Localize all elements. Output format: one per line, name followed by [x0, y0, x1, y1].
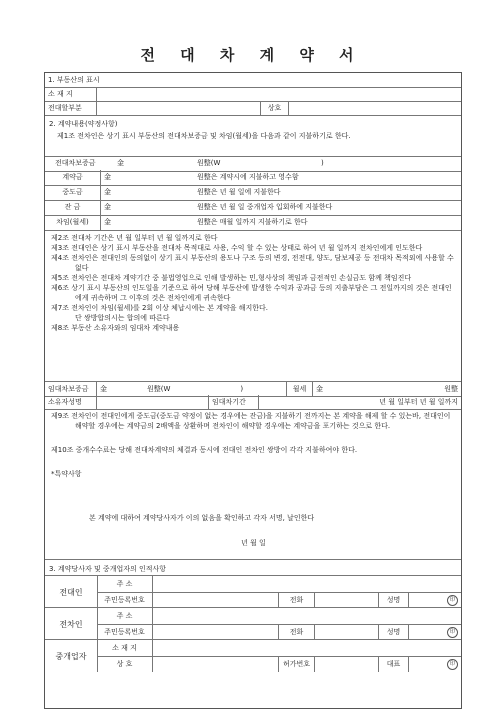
article-7: 제7조 전차인이 차임(월세)를 2회 이상 체납시에는 본 계약을 해지한다.	[51, 304, 268, 312]
article-7-note: 단 쌍방합의시는 합의에 따른다	[75, 314, 170, 322]
monthly-won: 金	[316, 384, 323, 393]
agent-address-row	[97, 640, 461, 657]
trade-name-label: 상호	[261, 101, 289, 115]
location-row	[45, 87, 461, 102]
agent-name-label: 대표	[379, 656, 409, 672]
deposit-label: 전대차보증금	[55, 159, 96, 167]
balance-won: 金	[104, 203, 111, 211]
middle-payment-text: 원整은 년 월 일에 지불한다	[197, 188, 281, 196]
period-label: 임대차기간	[209, 395, 259, 409]
agent-id-value[interactable]	[153, 656, 279, 672]
section3-heading: 3. 계약당사자 및 중개업자의 인적사항	[49, 565, 167, 573]
lessee-name-value[interactable]	[409, 624, 461, 640]
agent-block	[45, 639, 461, 672]
section2-heading: 2. 계약내용(약정사항)	[49, 120, 118, 128]
agent-mid-label: 허가번호	[279, 656, 315, 672]
owner-label: 소유자성명	[45, 395, 97, 409]
monthly-rent-label: 차임(월세)	[45, 215, 101, 230]
lessee-block	[45, 607, 461, 640]
period-value[interactable]: 년 월 일부터 년 월 일까지	[379, 397, 458, 406]
lessor-block	[45, 575, 461, 608]
down-payment-won: 金	[104, 173, 111, 181]
lessee-address-label: 주 소	[97, 608, 153, 624]
agent-id-label: 상 호	[97, 656, 153, 672]
deposit-close: )	[321, 159, 324, 167]
down-payment-row	[45, 170, 461, 186]
article-5: 제5조 전차인은 전대차 계약기간 중 불법영업으로 인해 발생하는 민,형사상의 책임과 금전적인 손실금도 함께 책임진다	[51, 274, 412, 282]
special-terms-label: *특약사항	[51, 470, 82, 478]
owner-value[interactable]	[97, 395, 209, 409]
lease-deposit-label: 임대차보증금	[45, 382, 97, 396]
lessee-label: 전차인	[45, 608, 98, 640]
down-payment-value[interactable]	[101, 170, 461, 185]
section1-heading: 1. 부동산의 표시	[48, 75, 100, 84]
agent-address-label: 소 재 지	[97, 640, 153, 656]
contract-date[interactable]: 년 월 일	[241, 539, 266, 547]
agent-name-value[interactable]	[409, 656, 461, 672]
article-4: 제4조 전차인은 전대인의 동의없이 상기 표시 부동산의 용도나 구조 등의 변경, 전전대, 양도, 담보제공 등 전대차 목적외에 사용할 수 없다	[51, 254, 454, 272]
monthly-rent-won: 金	[104, 218, 111, 226]
trade-name-value[interactable]	[289, 101, 461, 115]
agent-address-value[interactable]	[153, 640, 461, 656]
lease-deposit-won: 金	[100, 384, 107, 393]
section3-divider	[45, 559, 461, 560]
lessee-mid-label: 전화	[279, 624, 315, 640]
balance-label: 잔 금	[45, 200, 101, 215]
monthly-rent-row	[45, 215, 461, 231]
article-6: 제6조 상기 표시 부동산의 인도일을 기준으로 하여 당해 부동산에 발생한 수익과 공과금 등의 지출부담은 그 전일까지의 것은 전대인에게 귀속하며 그 이후의 것은 전차인에게 귀속한다	[51, 284, 452, 302]
middle-payment-value[interactable]	[101, 185, 461, 200]
monthly-value[interactable]	[313, 382, 461, 396]
article-3: 제3조 전대인은 상기 표시 부동산을 전대차 목적대로 사용, 수익 할 수 있는 상태로 하여 년 월 일까지 전차인에게 인도한다	[51, 244, 423, 252]
part-label: 전대할부분	[45, 101, 97, 115]
down-payment-label: 계약금	[45, 170, 101, 185]
lessor-address-row	[97, 576, 461, 593]
lessee-detail-row	[97, 624, 461, 640]
part-row	[45, 101, 461, 116]
deposit-text: 원整(W	[197, 159, 221, 167]
lessor-name-value[interactable]	[409, 592, 461, 608]
seal-icon: 印	[447, 627, 458, 638]
middle-payment-label: 중도금	[45, 185, 101, 200]
monthly-text: 원整	[444, 384, 458, 393]
lessee-address-row	[97, 608, 461, 625]
article-8: 제8조 부동산 소유자와의 임대차 계약내용	[51, 324, 180, 332]
lessor-id-value[interactable]	[153, 592, 279, 608]
lessor-mid-value[interactable]	[315, 592, 379, 608]
lessor-name-label: 성명	[379, 592, 409, 608]
confirmation-text: 본 계약에 대하여 계약당사자가 이의 없음을 확인하고 각자 서명, 날인한다	[89, 514, 315, 522]
down-payment-text: 원整은 계약시에 지불하고 영수함	[197, 173, 299, 181]
lessor-address-value[interactable]	[153, 576, 461, 592]
monthly-rent-text: 원整은 매월 일까지 지불하기로 한다	[197, 218, 308, 226]
balance-row	[45, 200, 461, 216]
lessor-address-label: 주 소	[97, 576, 153, 592]
lease-deposit-text: 원整(W	[147, 384, 171, 393]
lease-deposit-value[interactable]	[97, 382, 287, 396]
balance-value[interactable]	[101, 200, 461, 215]
lessee-id-label: 주민등록번호	[97, 624, 153, 640]
agent-detail-row	[97, 656, 461, 672]
articles-block	[51, 233, 457, 333]
location-value[interactable]	[97, 87, 461, 101]
seal-icon: 印	[447, 595, 458, 606]
lessee-id-value[interactable]	[153, 624, 279, 640]
part-value[interactable]	[97, 101, 261, 115]
article-1: 제1조 전차인은 상기 표시 부동산의 전대차보증금 및 차임(월세)을 다음과 같이 지불하기로 한다.	[57, 132, 351, 140]
article-2: 제2조 전대차 기간은 년 월 일부터 년 월 일까지로 한다	[51, 234, 218, 242]
lessor-detail-row	[97, 592, 461, 608]
article-9: 제9조 전차인이 전대인에게 중도금(중도금 약정이 없는 경우에는 잔금)을 지불하기 전까지는 본 계약을 해제 할 수 있는바, 전대인이 해약할 경우에는 계약금의 2배액을 상환하며 전차인이 해약할 경우에는 계약금을 포기하는 것으로 한다.	[51, 412, 451, 430]
contract-form	[44, 72, 462, 709]
article-10: 제10조 중개수수료는 당해 전대차계약의 체결과 동시에 전대인 전차인 쌍방이 각각 지불하여야 한다.	[51, 446, 358, 454]
lessee-mid-value[interactable]	[315, 624, 379, 640]
middle-payment-won: 金	[104, 188, 111, 196]
middle-payment-row	[45, 185, 461, 201]
agent-label: 중개업자	[45, 640, 98, 672]
lease-deposit-close: )	[240, 384, 244, 393]
lessee-name-label: 성명	[379, 624, 409, 640]
lessor-id-label: 주민등록번호	[97, 592, 153, 608]
monthly-label: 월세	[287, 382, 313, 396]
lessee-address-value[interactable]	[153, 608, 461, 624]
section1-heading-row	[45, 73, 461, 88]
monthly-rent-value[interactable]	[101, 215, 461, 230]
lessor-label: 전대인	[45, 576, 98, 608]
lessor-mid-label: 전화	[279, 592, 315, 608]
seal-icon: 印	[447, 659, 458, 670]
page-title: 전 대 차 계 약 서	[140, 46, 364, 64]
balance-text: 원整은 년 월 일 중개업자 입회하에 지불한다	[197, 203, 333, 211]
lease-owner-row	[45, 395, 461, 410]
location-label: 소 재 지	[45, 87, 97, 101]
agent-mid-value[interactable]	[315, 656, 379, 672]
deposit-won: 金	[117, 159, 124, 167]
